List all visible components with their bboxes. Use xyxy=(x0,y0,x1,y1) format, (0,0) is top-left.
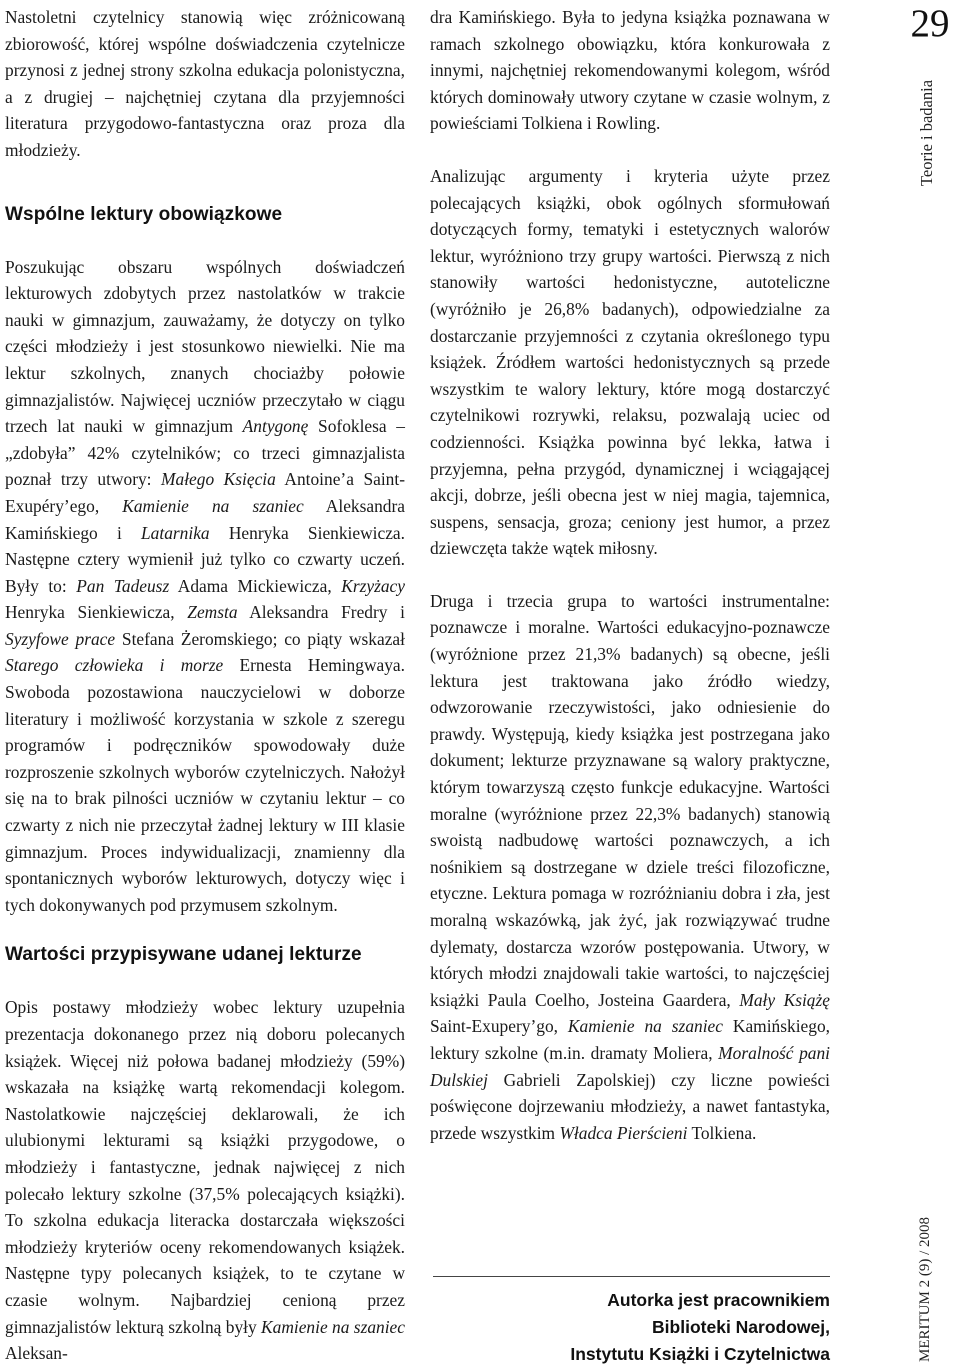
journal-label: MERITUM 2 (9) / 2008 xyxy=(917,1217,933,1362)
shared-readings-paragraph: Poszukując obszaru wspólnych doświadczeń lekturowych zdobytych przez nastolatków w trakcie nauki w gimnazjum, zauważamy, że dotyczy on tylko części młodzieży i jest stosunkowo niewielki. Nie ma lektur szkolnych, znanych chociażby połowie gimnazjalistów. Najwięcej uczniów przeczytało w ciągu trzech lat nauki w gimnazjum Antygonę Sofoklesa – „zdobyła” 42% czytelników; co trzeci gimnazjalista poznał trzy utwory: Małego Księcia Antoine’a Saint-Exupéry’ego, Kamienie na szaniec Aleksandra Kamińskiego i Latarnika Henryka Sienkiewicza. Następne cztery wymienił już tylko co czwarty uczeń. Były to: Pan Tadeusz Adama Mickiewicza, Krzyżacy Henryka Sienkiewicza, Zemsta Aleksandra Fredry i Syzyfowe prace Stefana Żeromskiego; co piąty wskazał Starego człowieka i morze Ernesta Hemingwaya. Swoboda pozostawiona nauczycielowi w doborze literatury i możliwość korzystania w szkole z szeregu programów i podręczników spowodowały duże rozproszenie szkolnych wyborów czytelniczych. Nałożył się na to brak pilności uczniów w czytaniu lektur – co czwarty z nich nie przeczytał żadnej lektury w III klasie gimnazjum. Proces indywidualizacji, znamienny dla spontanicznych wyborów lekturowych, dotyczy więc i tych dokonywanych pod przymusem szkolnym. xyxy=(5,256,405,915)
continuation-paragraph: dra Kamińskiego. Była to jedyna książka poznawana w ramach szkolnego obowiązku, która konkurowała z innymi, najchętniej rekomendowanymi kolegom, wśród których dominowały utwory czytane w czasie wolnym, z powieściami Tolkiena i Rowling. xyxy=(430,7,830,134)
author-note-line: Instytutu Książki i Czytelnictwa xyxy=(570,1344,830,1364)
author-note xyxy=(433,1287,830,1368)
section-heading-shared-readings: Wspólne lektury obowiązkowe xyxy=(5,203,283,225)
intro-paragraph: Nastoletni czytelnicy stanowią więc zróżnicowaną zbiorowość, której wspólne doświadczenia czytelnicze przynosi z jednej strony szkolna edukacja polonistyczna, a z drugiej – najchętniej czytana dla przyjemności literatura przygodowo-fantastyczna oraz proza dla młodzieży. xyxy=(5,7,405,160)
author-note-divider xyxy=(433,1276,830,1277)
author-note-line: Autorka jest pracownikiem xyxy=(607,1290,830,1310)
instrumental-values-paragraph: Druga i trzecia grupa to wartości instrumentalne: poznawcze i moralne. Wartości edukacyjno-poznawcze (wyróżnione przez 21,3% badanych) są obecne, jeśli lektura jest traktowana jako źródło wiedzy, odwzorowanie rzeczywistości, jako odniesienie do prawdy. Występują, kiedy książka jest postrzegana jako dokument; lekturze przyznawane są walory praktyczne, którym towarzyszą często funkcje edukacyjne. Wartości moralne (wyróżnione przez 22,3% badanych) stanowią swoistą nadbudowę wartości poznawczych, a ich nośnikiem są dostrzegane w dziele treści filozoficzne, etyczne. Lektura pomaga w rozróżnianiu dobra i zła, jest moralną wskazówką, jak żyć, jak rozwiązywać trudne dylematy, dostarcza wzorów postępowania. Utwory, w których młodzi znajdowali takie wartości, to najczęściej książki Paula Coelho, Josteina Gaardera, Mały Książę Saint-Exupery’go, Kamienie na szaniec Kamińskiego, lektury szkolne (m.in. dramaty Moliera, Moralność pani Dulskiej Gabrieli Zapolskiej) czy liczne powieści poświęcone dojrzewaniu młodzieży, a nawet fantastyka, przede wszystkim Władca Pierścieni Tolkiena. xyxy=(430,590,830,1143)
values-paragraph: Opis postawy młodzieży wobec lektury uzupełnia prezentacja dokonanego przez nią doboru polecanych książek. Więcej niż połowa badanej młodzieży (59%) wskazała na książkę wartą rekomendacji kolegom. Nastolatkowie najczęściej deklarowali, że ich ulubionymi lekturami są książki przygodowe, o młodzieży i fantastyczne, jednak najwięcej z nich polecało lektury szkolne (37,5% polecających książki). To szkolna edukacja literacka dostarczała większości młodzieży kryteriów oceny rekomendowanych książek. Następne typy polecanych książek, to te czytane w czasie wolnym. Najbardziej cenioną przez gimnazjalistów lekturą szkolną były Kamienie na szaniec Aleksan- xyxy=(5,997,405,1364)
hedonistic-values-paragraph: Analizując argumenty i kryteria użyte przez polecających książki, obok ogólnych sformułowań dotyczących formy, tematyki i estetycznych walorów lektur, wyróżniono trzy grupy wartości. Pierwszą z nich stanowiły wartości hedonistyczne, autoteliczne (wyróżniło je 26,8% badanych), odpowiedzialne za dostarczanie przyjemności z czytania określonego typu książek. Źródłem wartości hedonistycznych są przede wszystkim te walory lektury, które mogą dostarczyć czytelnikowi rozrywki, relaksu, pozwalają uciec od codzienności. Książka powinna być lekka, łatwa i przyjemna, pełna przygód, dynamicznej i wciągającej akcji, dobrze, jeśli obecna jest w niej magia, tajemnica, suspens, sensacja, groza; ceniony jest humor, a przez dziewczęta także wątek miłosny. xyxy=(430,165,830,559)
section-heading-values: Wartości przypisywane udanej lekturze xyxy=(5,944,362,966)
left-column xyxy=(5,4,405,1367)
page-number: 29 xyxy=(910,2,950,45)
right-column xyxy=(430,4,830,1146)
section-label: Teorie i badania xyxy=(917,79,936,186)
author-note-line: Biblioteki Narodowej, xyxy=(652,1317,830,1337)
